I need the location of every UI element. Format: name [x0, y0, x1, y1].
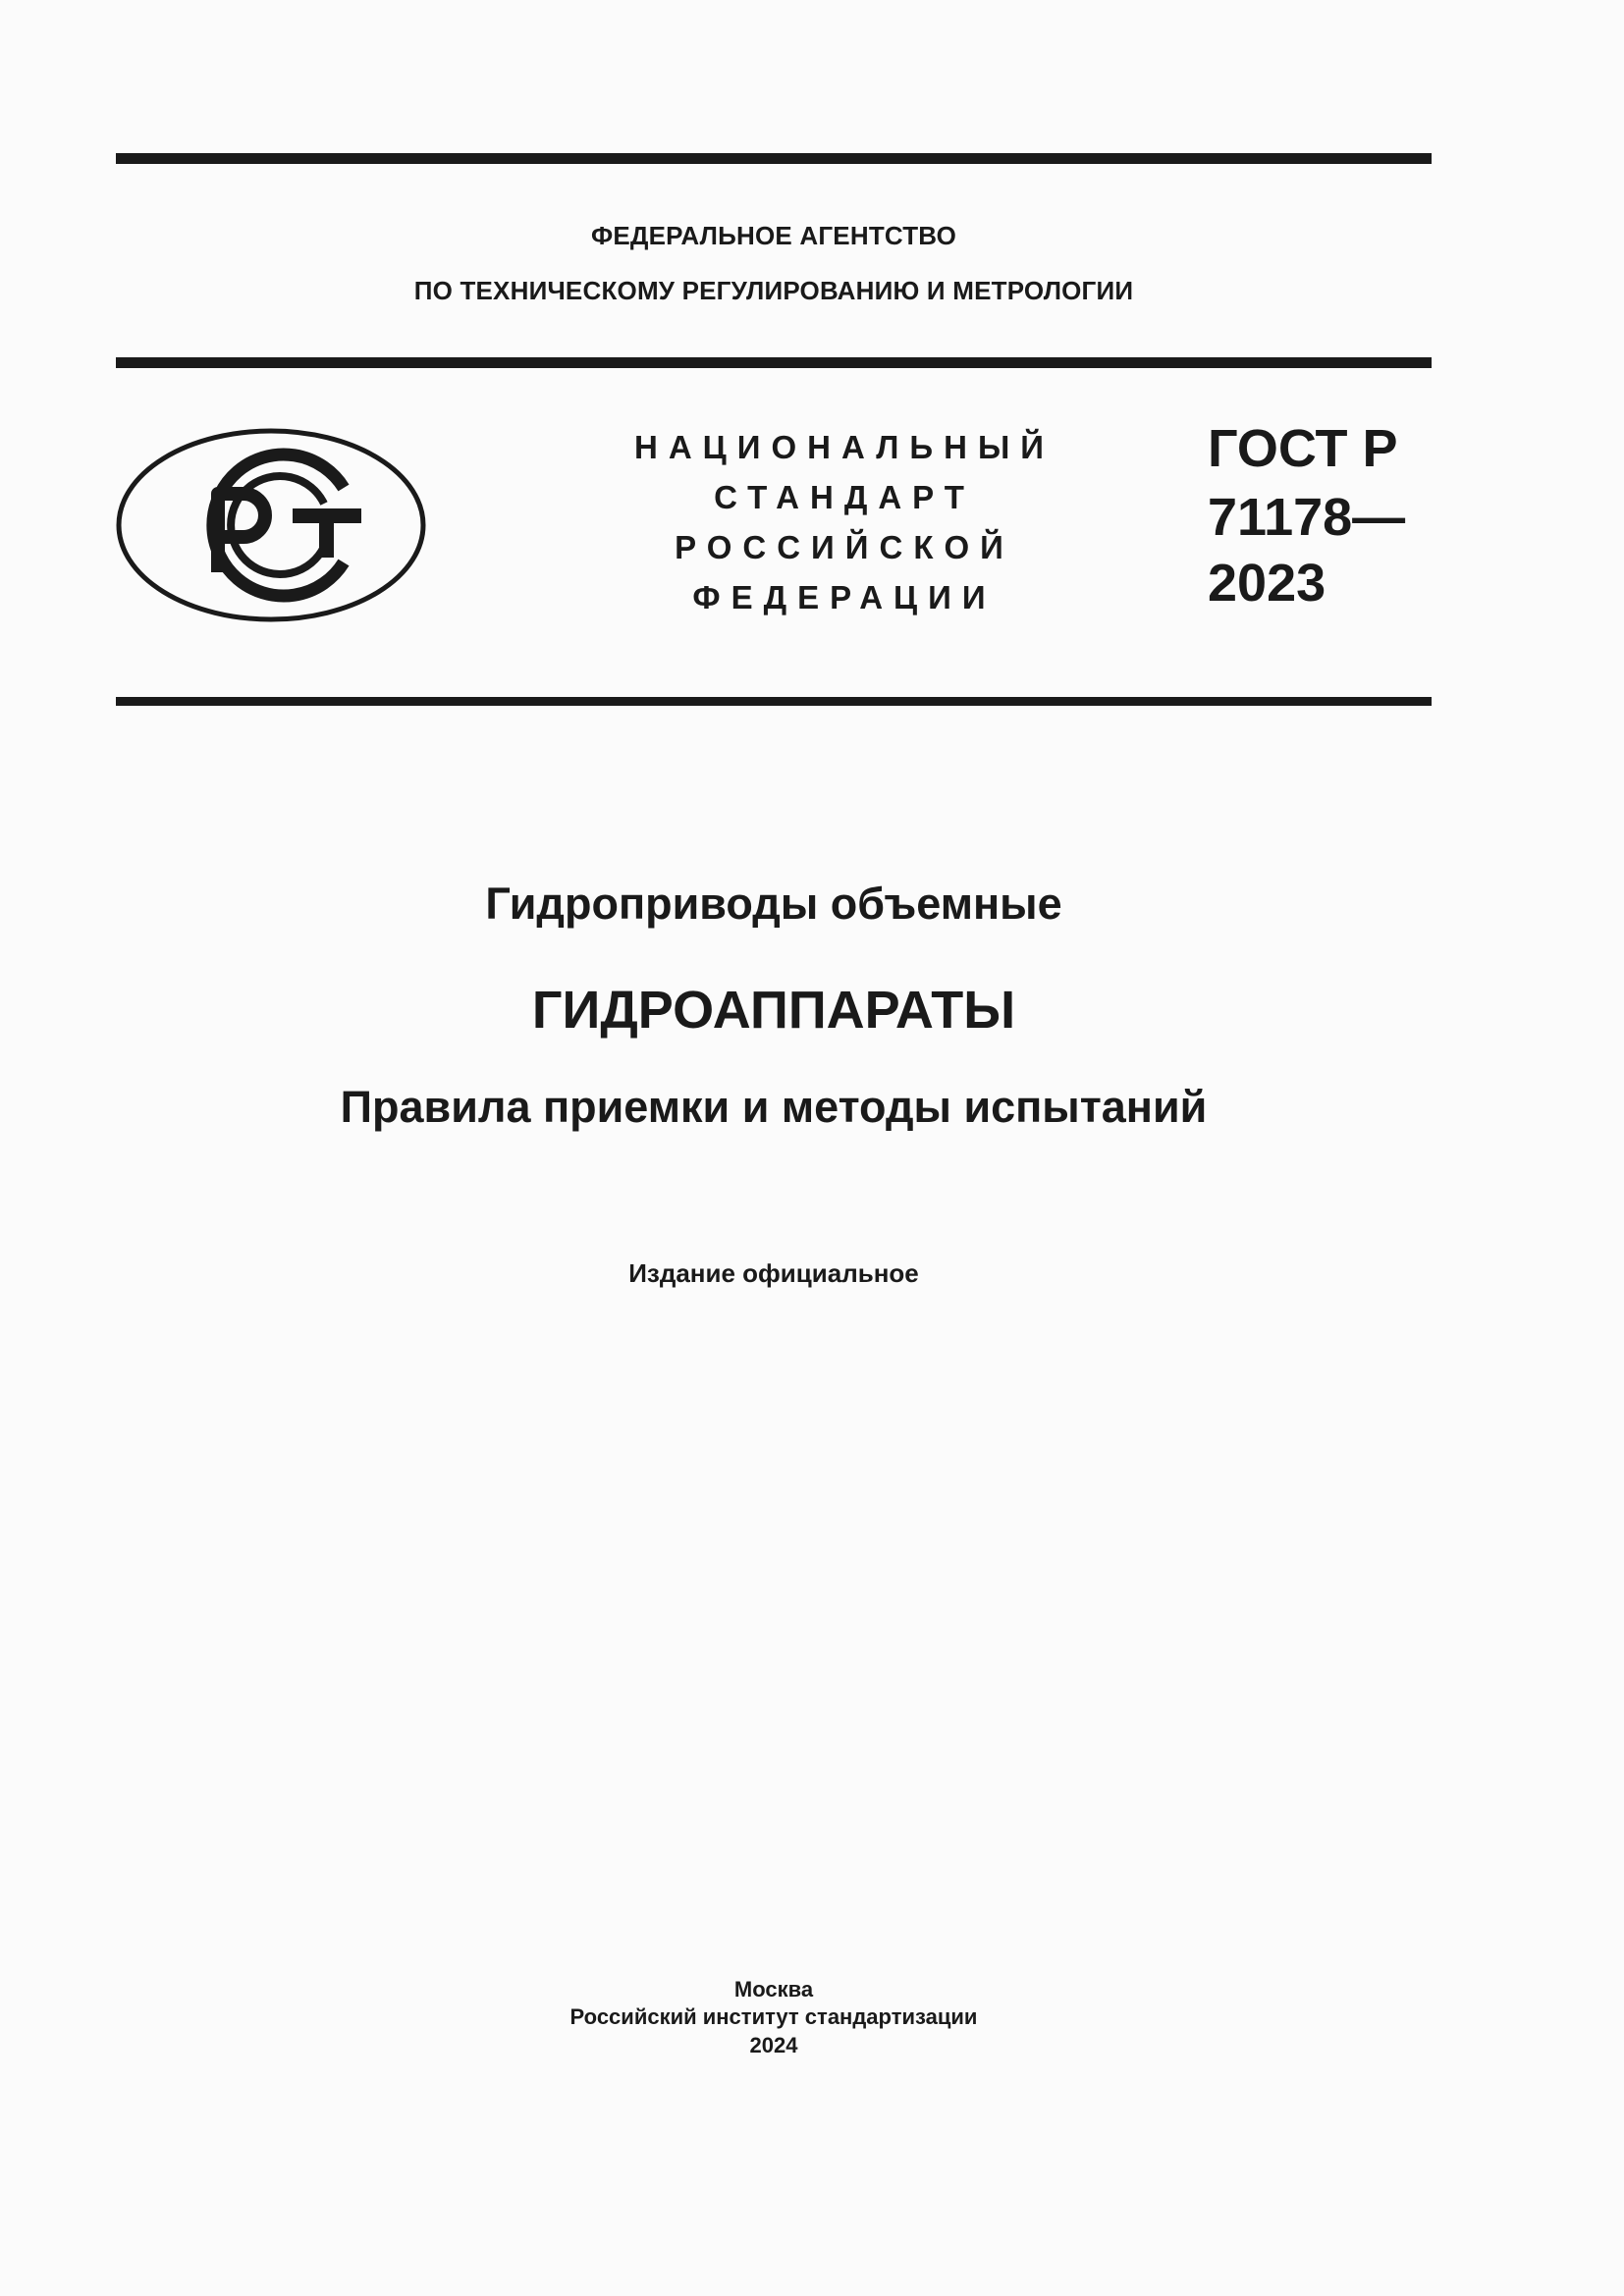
document-title-line-1: Гидроприводы объемные: [485, 879, 1062, 929]
standard-designation-line-2: 71178—: [1208, 488, 1406, 547]
imprint-city: Москва: [733, 1977, 814, 2002]
national-standard-line-4: ФЕДЕРАЦИИ: [692, 579, 997, 615]
standard-designation-line-1: ГОСТ Р: [1208, 419, 1398, 478]
national-standard-line-2: СТАНДАРТ: [714, 479, 975, 515]
rst-conformity-mark-icon: [116, 427, 426, 623]
designation-rule: [116, 697, 1432, 706]
national-standard-line-1: НАЦИОНАЛЬНЫЙ: [634, 429, 1055, 465]
imprint-publisher: Российский институт стандартизации: [569, 2004, 978, 2029]
header-rule: [116, 357, 1432, 368]
document-title-line-2: ГИДРОАППАРАТЫ: [531, 981, 1016, 1040]
edition-note: Издание официальное: [628, 1258, 919, 1288]
agency-line-1: ФЕДЕРАЛЬНОЕ АГЕНТСТВО: [590, 221, 957, 250]
document-title-line-3: Правила приемки и методы испытаний: [340, 1082, 1208, 1132]
imprint-year: 2024: [749, 2033, 798, 2057]
agency-line-2: ПО ТЕХНИЧЕСКОМУ РЕГУЛИРОВАНИЮ И МЕТРОЛОГИИ: [413, 276, 1134, 305]
standard-designation-line-3: 2023: [1208, 554, 1326, 613]
national-standard-line-3: РОССИЙСКОЙ: [675, 529, 1014, 565]
top-rule: [116, 153, 1432, 164]
